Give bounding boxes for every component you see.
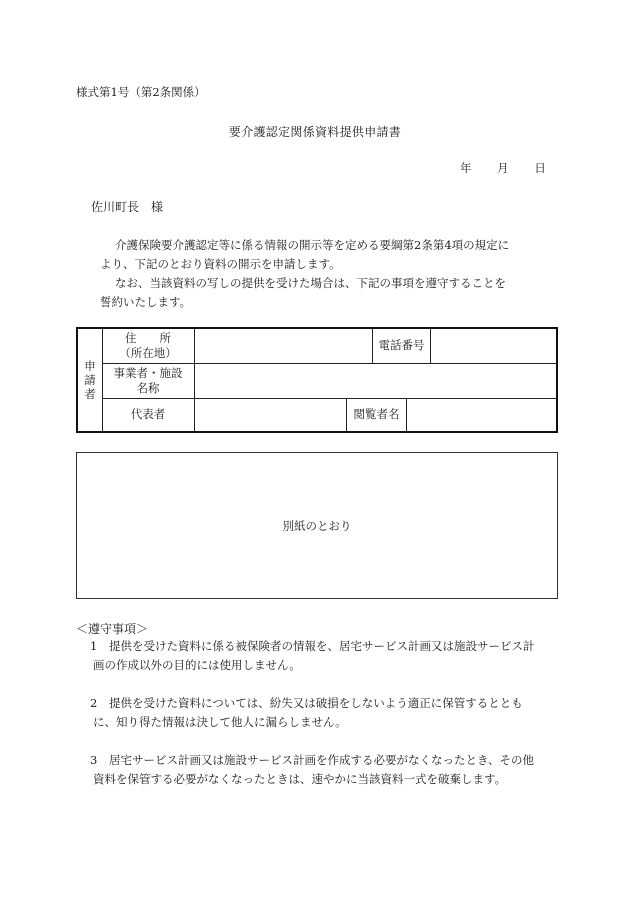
obligation-1-number: 1 (90, 639, 98, 653)
document-title: 要介護認定関係資料提供申請書 (228, 125, 402, 139)
applicant-header-char-3: 者 (84, 387, 96, 401)
intro-paragraph-2-line-2: 誓約いたします。 (100, 295, 192, 309)
address-field[interactable] (195, 329, 372, 363)
form-number-label: 様式第1号（第2条関係） (76, 85, 206, 99)
obligations-heading: ＜遵守事項＞ (76, 622, 149, 636)
business-name-label (102, 366, 194, 396)
date-month: 月 (497, 161, 509, 175)
viewer-name-field[interactable] (407, 399, 556, 431)
intro-paragraph-1-line-1: 介護保険要介護認定等に係る情報の開示等を定める要綱第2条第4項の規定に (115, 238, 510, 252)
address-label-line-2: （所在地） (119, 346, 177, 360)
intro-paragraph-1-line-2: より、下記のとおり資料の開示を申請します。 (100, 257, 341, 271)
obligation-3-line-1: 居宅サービス計画又は施設サービス計画を作成する必要がなくなったとき、その他 (109, 753, 535, 767)
date-day: 日 (534, 161, 546, 175)
applicant-header-char-1: 申 (84, 359, 96, 373)
attachment-box (76, 452, 558, 599)
address-label-line-1: 住 所 (125, 331, 171, 345)
phone-field[interactable] (431, 329, 556, 363)
obligation-2-line-2: に、知り得た情報は決して他人に漏らしません。 (93, 715, 347, 729)
phone-label: 電話番号 (378, 338, 425, 352)
attachment-box-text: 別紙のとおり (282, 518, 352, 533)
obligation-3-line-2: 資料を保管する必要がなくなったときは、速やかに当該資料一式を破棄します。 (93, 772, 507, 786)
applicant-header-char-2: 請 (84, 373, 96, 387)
viewer-name-label: 閲覧者名 (353, 407, 400, 421)
obligation-3-number: 3 (90, 753, 98, 767)
obligation-1-line-2: 画の作成以外の目的には使用しません。 (93, 658, 301, 672)
representative-label: 代表者 (130, 407, 166, 421)
applicant-header (78, 329, 102, 431)
representative-field[interactable] (195, 399, 346, 431)
applicant-table (76, 327, 558, 433)
business-name-field[interactable] (195, 364, 556, 398)
intro-paragraph-2-line-1: なお、当該資料の写しの提供を受けた場合は、下記の事項を遵守することを (115, 276, 506, 290)
obligation-2-number: 2 (90, 696, 98, 710)
addressee (91, 198, 163, 215)
business-label-line-1: 事業者・施設 (113, 366, 183, 380)
date-year: 年 (460, 161, 472, 175)
obligation-2-line-1: 提供を受けた資料については、紛失又は破損をしないよう適正に保管するととも (109, 696, 523, 710)
address-label (102, 331, 194, 361)
addressee-name: 佐川町長 (91, 200, 140, 214)
date-line (460, 160, 546, 176)
obligation-1-line-1: 提供を受けた資料に係る被保険者の情報を、居宅サービス計画又は施設サービス計 (109, 639, 535, 653)
addressee-honorific: 様 (151, 200, 164, 214)
business-label-line-2: 名称 (136, 381, 160, 395)
